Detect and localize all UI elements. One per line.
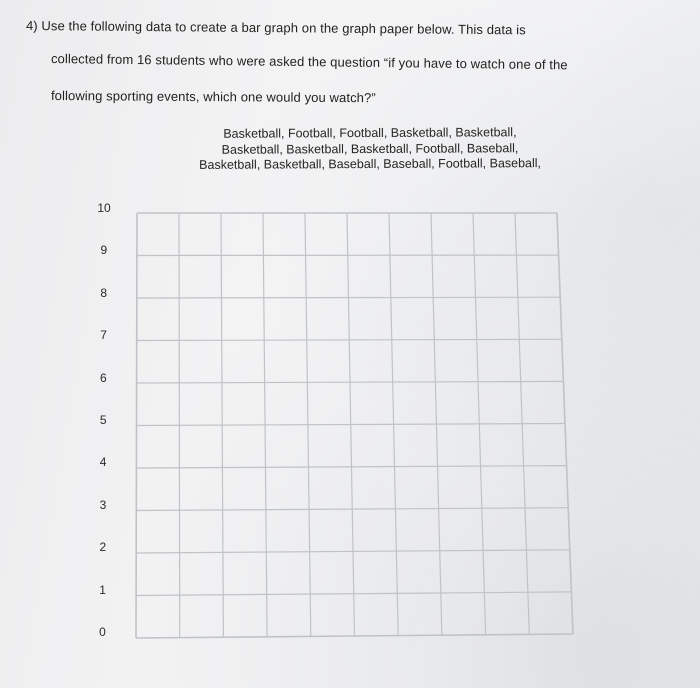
y-axis-label: 1 <box>99 582 106 597</box>
y-axis-label: 6 <box>100 370 107 385</box>
y-axis-label: 2 <box>99 540 107 555</box>
grid-horizontal-line <box>137 339 562 340</box>
y-axis-label: 4 <box>99 455 107 470</box>
survey-data-line-2: Basketball, Basketball, Basketball, Football, Baseball, <box>221 140 519 157</box>
y-axis-label: 0 <box>99 625 106 639</box>
y-axis-label: 5 <box>99 413 107 427</box>
y-axis-label: 7 <box>100 328 107 343</box>
y-axis-label: 3 <box>99 497 107 512</box>
survey-data-line-3: Basketball, Basketball, Baseball, Baseball, Football, Baseball, <box>199 156 542 172</box>
grid-horizontal-line <box>137 381 564 383</box>
y-axis-label: 9 <box>100 243 108 258</box>
survey-data-line-1: Basketball, Football, Football, Basketball, Basketball, <box>223 125 517 141</box>
question-line-2: collected from 16 students who were asked the question “if you have to watch one of the <box>50 51 568 73</box>
question-line-3: following sporting events, which one would you watch?” <box>50 88 376 106</box>
y-axis-label: 8 <box>100 285 108 300</box>
question-line-1: 4) Use the following data to create a bar graph on the graph paper below. This data is <box>25 18 526 38</box>
grid-horizontal-line <box>137 297 560 298</box>
y-axis-label: 10 <box>97 201 111 215</box>
